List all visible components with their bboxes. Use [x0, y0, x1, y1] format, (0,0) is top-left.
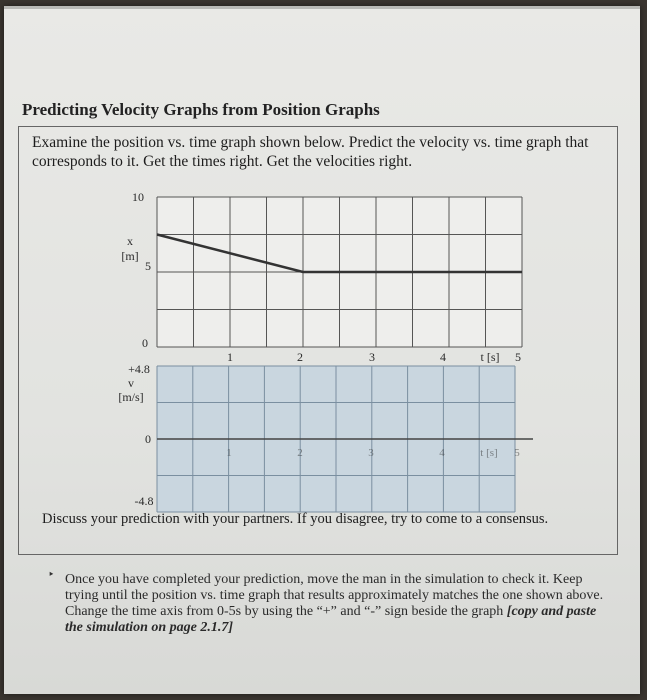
velocity-y-min-label: -4.8	[134, 494, 154, 508]
velocity-y-max-label: +4.8	[128, 362, 150, 376]
velocity-y-var-label: v	[128, 376, 134, 390]
velocity-x-tick-4: 4	[439, 447, 445, 459]
position-x-tick-3: 3	[369, 350, 375, 364]
velocity-x-tick-1: 1	[226, 447, 232, 459]
section-heading: Predicting Velocity Graphs from Position Graphs	[22, 100, 380, 119]
position-x-axis-label: t [s]	[480, 350, 500, 364]
position-y-unit-label: [m]	[121, 249, 139, 263]
position-x-axis-end: 5	[515, 350, 521, 364]
velocity-x-axis-label: t [s]	[480, 447, 498, 459]
discuss-paragraph: Discuss your prediction with your partners. If you disagree, try to come to a consensus.	[42, 511, 549, 527]
position-graph	[121, 190, 522, 364]
position-y-zero-label: 0	[142, 336, 148, 350]
velocity-graph	[118, 362, 533, 512]
position-x-tick-4: 4	[440, 350, 446, 364]
velocity-x-axis-end: 5	[514, 447, 520, 459]
simulation-instruction	[65, 572, 605, 636]
position-x-tick-1: 1	[227, 350, 233, 364]
bullet-marker-icon: ‣	[48, 569, 55, 581]
position-y-var-label: x	[127, 234, 133, 248]
velocity-x-tick-3: 3	[368, 447, 374, 459]
velocity-y-zero-label: 0	[145, 432, 151, 446]
simulation-instruction-emphasis: [copy and paste the simulation on page 2.1.7]	[65, 604, 597, 635]
intro-paragraph: Examine the position vs. time graph shown below. Predict the velocity vs. time graph that corresponds to it. Get the times right. Get the velocities right.	[32, 134, 589, 170]
velocity-x-tick-2: 2	[297, 447, 303, 459]
position-y-max-label: 10	[132, 190, 144, 204]
position-y-mid-label: 5	[145, 259, 151, 273]
simulation-instruction-text: Once you have completed your prediction, move the man in the simulation to check it. Keep trying until the position vs. time graph that results approximately matches the one shown above. Change the time axis from 0-5s by using the “+” and “-” sign beside the graph	[65, 572, 604, 619]
position-x-tick-2: 2	[297, 350, 303, 364]
velocity-y-unit-label: [m/s]	[118, 390, 144, 404]
